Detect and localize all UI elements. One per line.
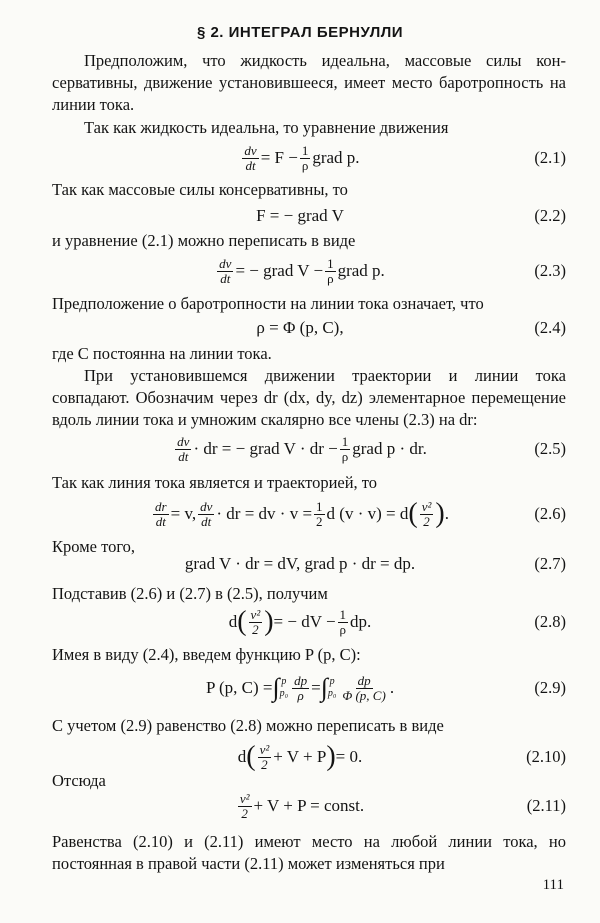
equation-number: (2.1) [534, 148, 566, 167]
paragraph-12: С учетом (2.9) равенство (2.8) можно переписать в виде [52, 716, 444, 735]
paragraph-10: Подставив (2.6) и (2.7) в (2.5), получим [52, 584, 328, 603]
paragraph-14: Равенства (2.10) и (2.11) имеют место на любой линии тока, но постоянная в правой части (2.11) может изменяться при [52, 832, 566, 873]
equation-2-2: F = − grad V (2.2) [256, 206, 566, 225]
equation-2-6: $\frac{dr}{dt}$ = v, $\frac{dv}{dt}$ · dr = dv · v = $\frac{1}{2}$ d (v · v) = d ( $\frac{\text{v²}}{2}$ ) . (2.6) [155, 498, 566, 529]
paragraph-8: Так как линия тока является и траекторией, то [52, 473, 378, 492]
equation-2-8: d ( $\frac{\text{v²}}{2}$ ) = − dV − $\frac{1}{\rho}$ dp. (2.8) [228, 606, 566, 637]
equation-2-3: $\frac{dv}{dt}$ = − grad V − $\frac{1}{\rho}$ grad p. (2.3) [219, 255, 566, 286]
left-paren: ( [408, 498, 418, 529]
paragraph-13: Отсюда [52, 771, 106, 790]
paragraph-4: и уравнение (2.1) можно переписать в виде [52, 231, 356, 250]
paragraph-11: Имея в виду (2.4), введем функцию P (p, C): [52, 645, 361, 664]
equation-2-9: P (p, C) = ∫ p p₀ $\frac{dp}{\rho}$ = ∫ p p₀ $\frac{dp}{\Phi (p, C)}$ . (2.9) [205, 672, 566, 703]
equation-2-7: grad V · dr = dV, grad p · dr = dp. (2.7) [184, 554, 566, 573]
paragraph-2: Так как жидкость идеальна, то уравнение движения [84, 118, 449, 137]
equation-2-10: d ( $\frac{\text{v²}}{2}$ + V + P ) = 0. (2.10) [237, 741, 566, 772]
paragraph-3: Так как массовые силы консервативны, то [52, 180, 348, 199]
paragraph-6: где C постоянна на линии тока. [52, 344, 272, 363]
paragraph-9: Кроме того, [52, 537, 136, 556]
equation-2-11: $\frac{\text{v²}}{2}$ + V + P = const. (2.11) [239, 790, 566, 821]
section-heading: § 2. ИНТЕГРАЛ БЕРНУЛЛИ [196, 24, 404, 41]
paragraph-5: Предположение о баротропности на линии тока означает, что [52, 294, 484, 313]
page-number: 111 [542, 877, 564, 893]
right-paren: ) [435, 498, 445, 529]
integral-sign: ∫ [272, 673, 280, 702]
fraction-dv-dt: $\frac{dv}{dt}$ [244, 142, 257, 173]
equation-2-5: $\frac{dv}{dt}$ · dr = − grad V · dr − $\frac{1}{\rho}$ grad p · dr. (2.5) [177, 433, 566, 464]
fraction-one-over-rho: $\frac{1}{\rho}$ [301, 142, 309, 173]
paragraph-7: При установившемся движении траектории и линии тока совпадают. Обозначим через dr (dx, dy, dz) элементарное перемещение вдоль линии тока и умножим скалярно все члены (2.3) на dr: [52, 366, 566, 429]
equation-2-1: $\frac{dv}{dt}$ = F − $\frac{1}{\rho}$ grad p. (2.1) [244, 142, 566, 173]
paragraph-1: Предположим, что жидкость идеальна, массовые силы консервативны, движение установившееся, имеет место баротропность на линии тока. [52, 51, 566, 114]
equation-2-4: ρ = Φ (p, C), (2.4) [256, 318, 566, 337]
